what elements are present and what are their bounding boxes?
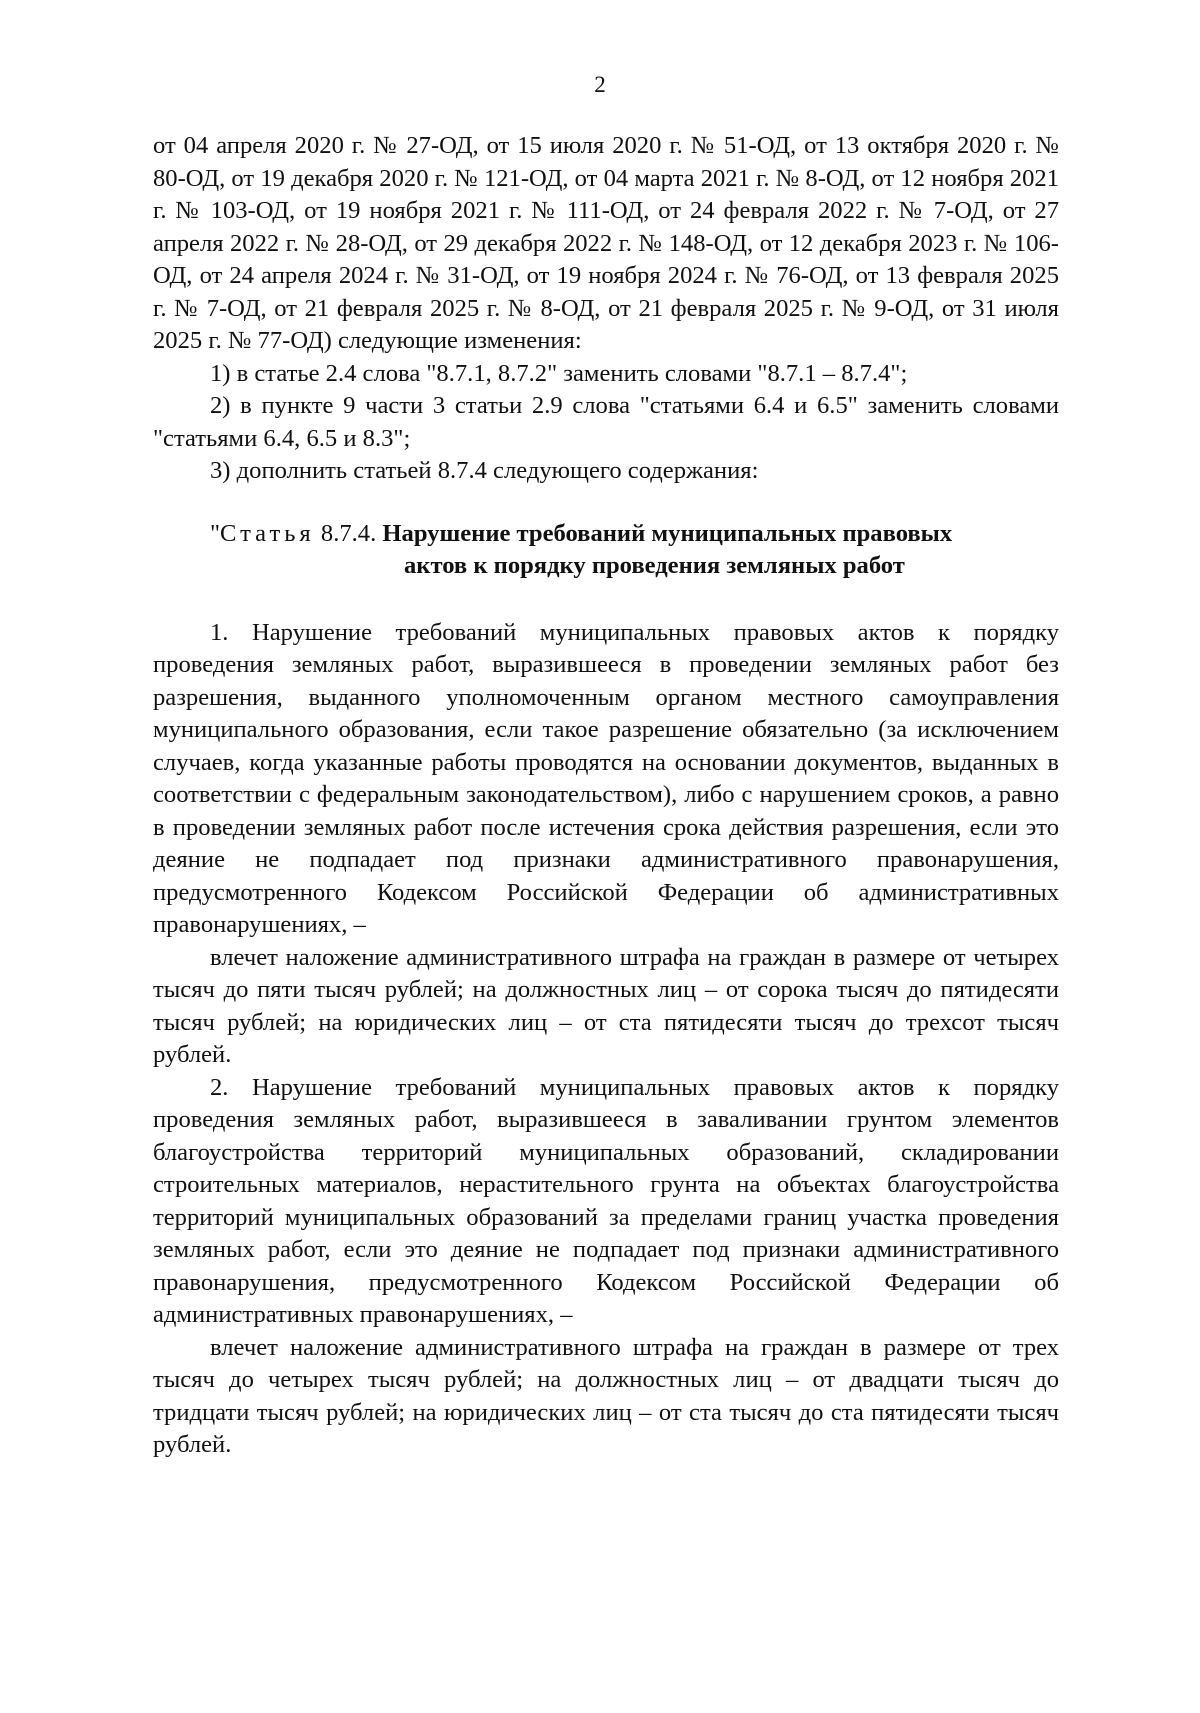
article-quote: " xyxy=(210,519,221,547)
article-title-line-1: Нарушение требований муниципальных правовых xyxy=(382,519,953,547)
page-number: 2 xyxy=(594,72,606,97)
article-paragraph-1: 1. Нарушение требований муниципальных правовых актов к порядку проведения земляных работ, выразившееся в проведении земляных работ без разрешения, выданного уполномоченным органом местного самоуправления муниципального образования, если такое разрешение обязательно (за исключением случаев, когда указанные работы проводятся на основании документов, выданных в соответствии с федеральным законодательством), либо с нарушением сроков, а равно в проведении земляных работ после истечения срока действия разрешения, если это деяние не подпадает под признаки административного правонарушения, предусмотренного Кодексом Российской Федерации об административных правонарушениях, – xyxy=(153,618,1059,938)
amendment-3: 3) дополнить статьей 8.7.4 следующего содержания: xyxy=(210,457,759,484)
amendment-1: 1) в статье 2.4 слова "8.7.1, 8.7.2" заменить словами "8.7.1 – 8.7.4"; xyxy=(210,359,908,387)
document-body xyxy=(153,130,1059,1462)
article-word: Статья xyxy=(220,519,315,547)
intro-paragraph: от 04 апреля 2020 г. № 27-ОД, от 15 июля 2020 г. № 51-ОД, от 13 октября 2020 г. № 80-ОД, от 19 декабря 2020 г. № 121-ОД, от 04 марта 2021 г. № 8-ОД, от 12 ноября 2021 г. № 103-ОД, от 19 ноября 2021 г. № 111-ОД, от 24 февраля 2022 г. № 7-ОД, от 27 апреля 2022 г. № 28-ОД, от 29 декабря 2022 г. № 148-ОД, от 12 декабря 2023 г. № 106-ОД, от 24 апреля 2024 г. № 31-ОД, от 19 ноября 2024 г. № 76-ОД, от 13 февраля 2025 г. № 7-ОД, от 21 февраля 2025 г. № 8-ОД, от 21 февраля 2025 г. № 9-ОД, от 31 июля 2025 г. № 77-ОД) следующие изменения: xyxy=(153,132,1059,354)
article-title-line-2: актов к порядку проведения земляных работ xyxy=(404,552,905,579)
article-penalty-1: влечет наложение административного штрафа на граждан в размере от четырех тысяч до пяти тысяч рублей; на должностных лиц – от сорока тысяч до пятидесяти тысяч рублей; на юридических лиц – от ста пятидесяти тысяч до трехсот тысяч рублей. xyxy=(153,943,1059,1068)
article-heading-line-1 xyxy=(210,518,1059,551)
article-heading xyxy=(153,518,1059,583)
amendment-2: 2) в пункте 9 части 3 статьи 2.9 слова "статьями 6.4 и 6.5" заменить словами "статьями 6.4, 6.5 и 8.3"; xyxy=(153,392,1059,452)
article-penalty-2: влечет наложение административного штрафа на граждан в размере от трех тысяч до четырех тысяч рублей; на должностных лиц – от двадцати тысяч до тридцати тысяч рублей; на юридических лиц – от ста тысяч до ста пятидесяти тысяч рублей. xyxy=(153,1333,1059,1458)
article-number: 8.7.4. xyxy=(320,519,377,547)
article-paragraph-2: 2. Нарушение требований муниципальных правовых актов к порядку проведения земляных работ, выразившееся в заваливании грунтом элементов благоустройства территорий муниципальных образований, складировании строительных материалов, нерастительного грунта на объектах благоустройства территорий муниципальных образований за пределами границ участка проведения земляных работ, если это деяние не подпадает под признаки административного правонарушения, предусмотренного Кодексом Российской Федерации об административных правонарушениях, – xyxy=(153,1073,1059,1328)
